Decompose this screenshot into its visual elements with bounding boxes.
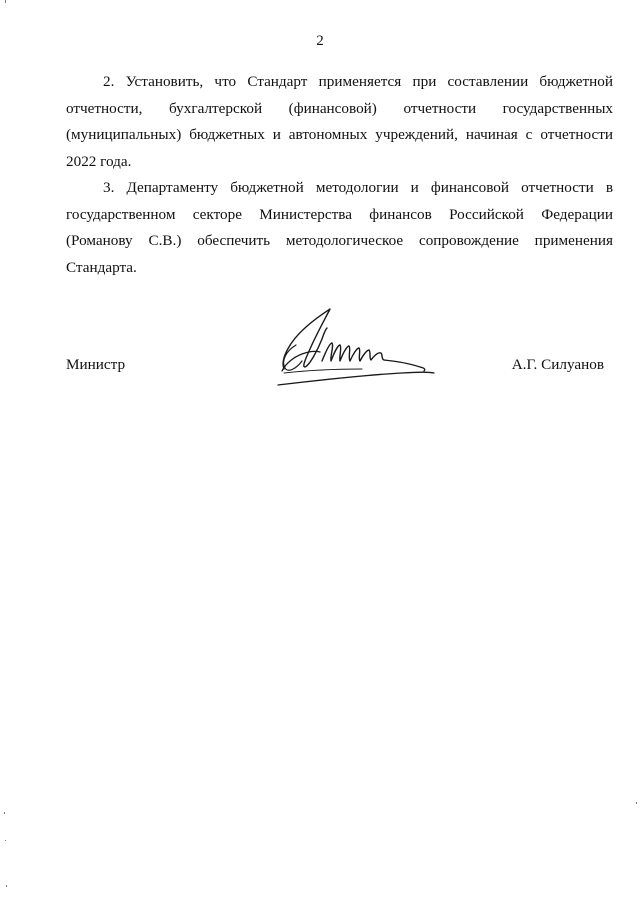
page-number: 2 [316,33,324,49]
paragraph-3: 3. Департаменту бюджетной методологии и финансовой отчетности в государственном секторе Министерства финансов Российской Федерации (Романову С.В.) обеспечить методологическое сопровождение применения Стандарта. [66,179,613,276]
signatory-name: А.Г. Силуанов [511,356,604,373]
paragraph-2: 2. Установить, что Стандарт применяется при составлении бюджетной отчетности, бухгалтерской (финансовой) отчетности государственных (муниципальных) бюджетных и автономных учреждений, начиная с отчетности 2022 года. [66,73,613,170]
handwritten-signature [272,305,442,391]
document-body [66,69,613,281]
signatory-position: Министр [66,356,126,373]
